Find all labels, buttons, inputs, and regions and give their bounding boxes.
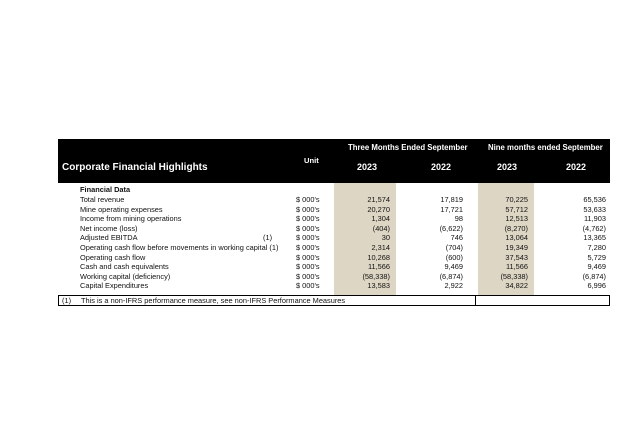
- cell-ytd-2022: 5,729: [587, 252, 606, 262]
- table-row: [58, 281, 610, 291]
- year-3m-current: 2023: [357, 162, 378, 172]
- nine-months-header: Nine months ended September: [488, 143, 603, 152]
- table-row: [58, 233, 610, 243]
- cell-q3-2023: 2,314: [371, 243, 390, 252]
- row-note: (1): [263, 233, 273, 243]
- cell-ytd-2023: (8,270): [504, 223, 528, 233]
- cell-q3-2022: 2,922: [444, 281, 463, 291]
- cell-ytd-2023: (58,338): [500, 271, 528, 281]
- cell-q3-2022: 98: [454, 214, 463, 224]
- cell-q3-2022: 17,721: [440, 204, 463, 214]
- cell-ytd-2022: 9,469: [587, 262, 606, 272]
- footnote-text: This is a non-IFRS performance measure, see non-IFRS Performance Measures: [81, 296, 346, 305]
- cell-q3-2023: 11,566: [367, 262, 390, 272]
- row-unit: $ 000's: [296, 243, 320, 252]
- cell-ytd-2023: 37,543: [505, 252, 528, 262]
- row-unit: $ 000's: [296, 223, 320, 233]
- table-header: [58, 139, 610, 183]
- row-unit: $ 000's: [296, 204, 320, 214]
- footnote-marker: (1): [62, 296, 72, 305]
- cell-ytd-2022: 65,536: [583, 195, 606, 204]
- row-label: Adjusted EBITDA: [80, 233, 138, 243]
- section-heading-row: [58, 185, 610, 195]
- year-9m-current: 2023: [497, 162, 518, 172]
- row-label: Mine operating expenses: [80, 204, 163, 214]
- section-label: Financial Data: [80, 185, 131, 194]
- cell-ytd-2023: 12,513: [505, 214, 528, 224]
- cell-q3-2022: (600): [445, 252, 463, 262]
- table-row: [58, 195, 610, 205]
- cell-ytd-2023: 19,349: [505, 243, 528, 252]
- row-label: Income from mining operations: [80, 214, 182, 224]
- table-row: [58, 224, 610, 234]
- table-row: [58, 205, 610, 215]
- footnote: [58, 295, 610, 306]
- table-row: [58, 253, 610, 263]
- financial-highlights-table: [58, 139, 610, 305]
- row-label: Total revenue: [80, 195, 125, 204]
- cell-q3-2022: 17,819: [440, 195, 463, 204]
- cell-q3-2022: (6,622): [439, 223, 463, 233]
- cell-ytd-2022: 6,996: [587, 281, 606, 291]
- row-unit: $ 000's: [296, 214, 320, 224]
- cell-q3-2023: 13,583: [367, 281, 390, 291]
- cell-q3-2022: 746: [450, 233, 463, 243]
- cell-ytd-2023: 70,225: [505, 195, 528, 204]
- table-row: [58, 272, 610, 282]
- cell-q3-2022: (6,874): [439, 271, 463, 281]
- cell-ytd-2022: (4,762): [582, 223, 606, 233]
- cell-q3-2023: 30: [381, 233, 390, 243]
- row-label: Cash and cash equivalents: [80, 262, 169, 272]
- cell-q3-2022: (704): [445, 243, 463, 252]
- row-label: Net income (loss): [80, 223, 138, 233]
- row-unit: $ 000's: [296, 271, 320, 281]
- unit-header: Unit: [304, 156, 319, 165]
- year-3m-prior: 2022: [431, 162, 452, 172]
- row-unit: $ 000's: [296, 195, 320, 204]
- row-label: Capital Expenditures: [80, 281, 149, 291]
- cell-q3-2023: 1,304: [371, 214, 390, 224]
- table-body: [58, 183, 610, 295]
- footnote-divider: [475, 296, 476, 305]
- row-unit: $ 000's: [296, 281, 320, 291]
- row-unit: $ 000's: [296, 262, 320, 272]
- cell-ytd-2022: (6,874): [582, 271, 606, 281]
- row-label: Working capital (deficiency): [80, 271, 171, 281]
- cell-q3-2023: 10,268: [367, 252, 390, 262]
- row-label: Operating cash flow: [80, 252, 146, 262]
- cell-q3-2023: (404): [372, 223, 390, 233]
- cell-ytd-2023: 13,064: [505, 233, 528, 243]
- year-9m-prior: 2022: [566, 162, 587, 172]
- cell-ytd-2023: 11,566: [505, 262, 528, 272]
- row-unit: $ 000's: [296, 252, 320, 262]
- cell-q3-2023: (58,338): [362, 271, 390, 281]
- table-row: [58, 262, 610, 272]
- cell-q3-2023: 20,270: [367, 204, 390, 214]
- cell-q3-2022: 9,469: [444, 262, 463, 272]
- cell-ytd-2023: 57,712: [505, 204, 528, 214]
- cell-ytd-2023: 34,822: [505, 281, 528, 291]
- cell-q3-2023: 21,574: [367, 195, 390, 204]
- three-months-header: Three Months Ended September: [348, 143, 468, 152]
- table-row: [58, 214, 610, 224]
- row-label: Operating cash flow before movements in working capital (1): [80, 243, 279, 252]
- cell-ytd-2022: 13,365: [583, 233, 606, 243]
- cell-ytd-2022: 53,633: [583, 204, 606, 214]
- cell-ytd-2022: 7,280: [587, 243, 606, 252]
- table-title: Corporate Financial Highlights: [62, 162, 208, 173]
- table-row: [58, 243, 610, 253]
- row-unit: $ 000's: [296, 233, 320, 243]
- cell-ytd-2022: 11,903: [583, 214, 606, 224]
